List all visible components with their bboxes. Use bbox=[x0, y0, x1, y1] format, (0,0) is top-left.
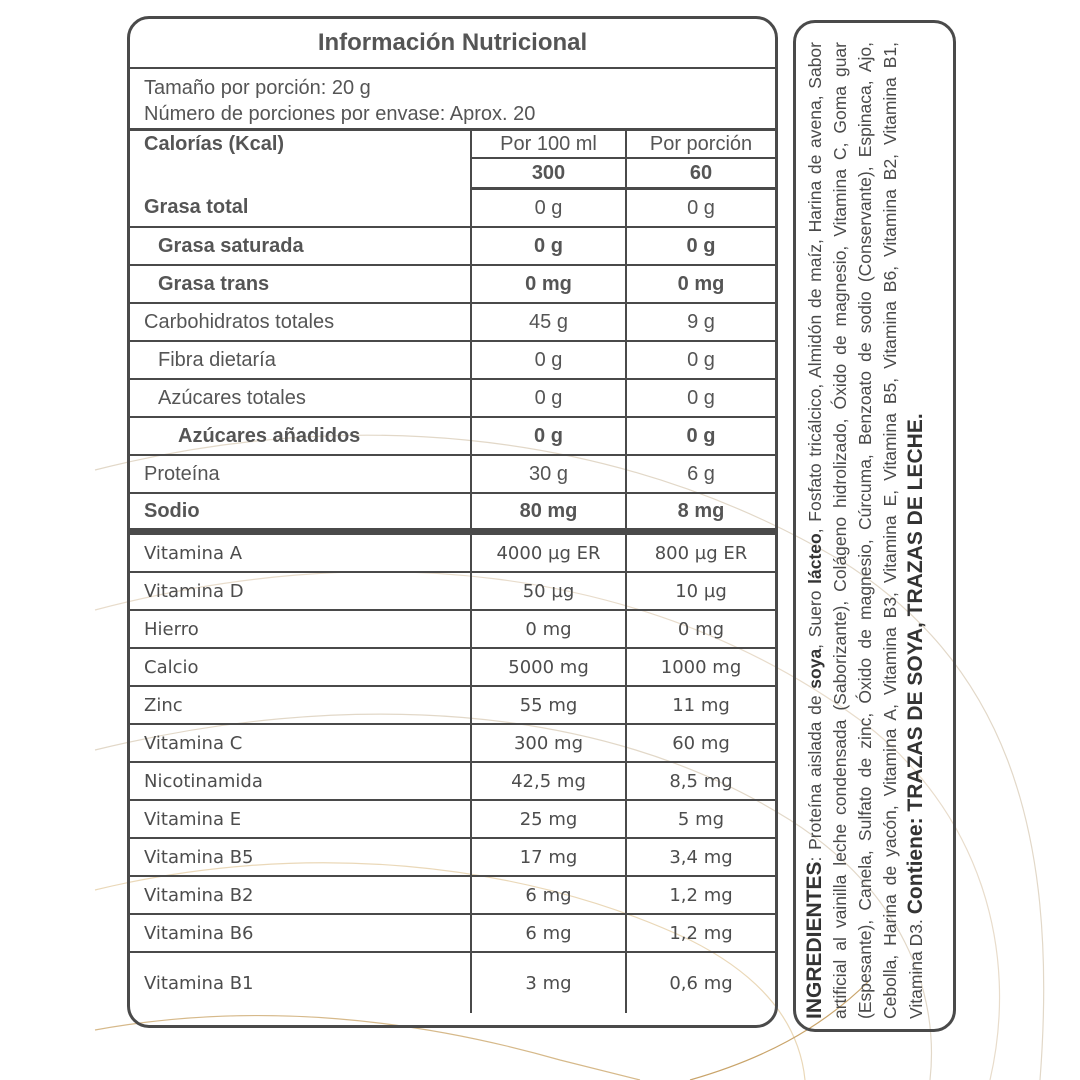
vitamin-row bbox=[130, 952, 775, 1013]
calories-header-row bbox=[130, 131, 775, 158]
nutrient-row bbox=[130, 493, 775, 532]
vitamin-row bbox=[130, 532, 775, 573]
nutrient-per-portion: 0 g bbox=[626, 379, 775, 417]
ingredients-text: INGREDIENTES: Proteína aislada de soya, Suero lácteo, Fosfato tricálcico, Almidón de maíz, Harina de avena, Sabor artificial al vainilla leche condensada (Saborizante), Colágeno hidrolizado, Óxido de magnesio, Vitamina C, Goma guar (Espesante), Canela, Sulfato de zinc, Óxido de magnesio, Cúrcuma, Benzoato de sodio (Conservante), Espinaca, Ajo, Cebolla, Harina de yacón, Vitamina A, Vitamina B3, Vitamina E, Vitamina B5, Vitamina B6, Vitamina B2, Vitamina B1, Vitamina D3. Contiene: TRAZAS DE SOYA, TRAZAS DE LECHE. bbox=[803, 42, 927, 1019]
vitamin-name: Hierro bbox=[130, 610, 471, 648]
nutrient-name: Sodio bbox=[130, 493, 471, 532]
nutrient-row bbox=[130, 265, 775, 303]
vitamin-name: Vitamina D bbox=[130, 572, 471, 610]
vitamin-name: Vitamina B2 bbox=[130, 876, 471, 914]
vitamin-per-portion: 3,4 mg bbox=[626, 838, 775, 876]
nutrient-name: Azúcares totales bbox=[130, 379, 471, 417]
nutrient-per-100: 0 g bbox=[471, 417, 626, 455]
nutrient-per-portion: 0 g bbox=[626, 189, 775, 228]
vitamin-name: Vitamina B5 bbox=[130, 838, 471, 876]
nutrient-row bbox=[130, 417, 775, 455]
vitamin-per-100: 6 mg bbox=[471, 914, 626, 952]
vitamin-per-100: 0 mg bbox=[471, 610, 626, 648]
vitamin-name: Vitamina E bbox=[130, 800, 471, 838]
vitamin-per-100: 300 mg bbox=[471, 724, 626, 762]
nutrient-per-portion: 6 g bbox=[626, 455, 775, 493]
vitamin-row bbox=[130, 762, 775, 800]
vitamin-per-portion: 60 mg bbox=[626, 724, 775, 762]
nutrient-row bbox=[130, 227, 775, 265]
vitamin-per-100: 50 µg bbox=[471, 572, 626, 610]
vitamin-row bbox=[130, 800, 775, 838]
col-per-100-header: Por 100 ml bbox=[471, 131, 626, 158]
allergen-contains: Contiene: TRAZAS DE SOYA, TRAZAS DE LECHE. bbox=[904, 413, 927, 915]
vitamin-per-100: 5000 mg bbox=[471, 648, 626, 686]
vitamin-per-portion: 0,6 mg bbox=[626, 952, 775, 1013]
calories-per-portion: 60 bbox=[626, 158, 775, 189]
nutrient-name: Fibra dietaría bbox=[130, 341, 471, 379]
vitamin-per-100: 42,5 mg bbox=[471, 762, 626, 800]
serving-info bbox=[130, 69, 775, 131]
vitamin-row bbox=[130, 572, 775, 610]
nutrient-per-portion: 0 g bbox=[626, 227, 775, 265]
allergen-soya: soya bbox=[805, 648, 825, 689]
calories-value-row bbox=[130, 158, 775, 189]
vitamin-per-portion: 0 mg bbox=[626, 610, 775, 648]
col-per-portion-header: Por porción bbox=[626, 131, 775, 158]
nutrition-table bbox=[130, 131, 775, 1013]
nutrient-per-portion: 0 g bbox=[626, 341, 775, 379]
vitamin-row bbox=[130, 724, 775, 762]
vitamin-name: Calcio bbox=[130, 648, 471, 686]
vitamin-row bbox=[130, 648, 775, 686]
nutrient-name: Carbohidratos totales bbox=[130, 303, 471, 341]
vitamin-per-100: 3 mg bbox=[471, 952, 626, 1013]
vitamin-per-portion: 8,5 mg bbox=[626, 762, 775, 800]
nutrient-per-portion: 0 g bbox=[626, 417, 775, 455]
vitamin-name: Vitamina B6 bbox=[130, 914, 471, 952]
nutrient-name: Proteína bbox=[130, 455, 471, 493]
nutrient-row bbox=[130, 379, 775, 417]
vitamin-name: Zinc bbox=[130, 686, 471, 724]
panel-title: Información Nutricional bbox=[130, 19, 775, 69]
calories-per-100: 300 bbox=[471, 158, 626, 189]
vitamin-per-portion: 800 µg ER bbox=[626, 532, 775, 573]
vitamin-row bbox=[130, 914, 775, 952]
vitamin-row bbox=[130, 876, 775, 914]
serving-size: Tamaño por porción: 20 g bbox=[144, 77, 371, 99]
vitamin-per-portion: 1,2 mg bbox=[626, 914, 775, 952]
nutrient-name: Grasa total bbox=[130, 189, 471, 228]
nutrient-row bbox=[130, 189, 775, 228]
servings-per-container: Número de porciones por envase: Aprox. 20 bbox=[144, 103, 536, 125]
vitamin-name: Vitamina A bbox=[130, 532, 471, 573]
nutrient-per-100: 45 g bbox=[471, 303, 626, 341]
nutrient-per-portion: 9 g bbox=[626, 303, 775, 341]
nutrient-per-100: 0 mg bbox=[471, 265, 626, 303]
nutrient-row bbox=[130, 455, 775, 493]
ingredients-panel bbox=[793, 20, 956, 1032]
nutrient-name: Grasa saturada bbox=[130, 227, 471, 265]
vitamin-per-100: 55 mg bbox=[471, 686, 626, 724]
nutrient-per-portion: 8 mg bbox=[626, 493, 775, 532]
vitamin-per-100: 4000 µg ER bbox=[471, 532, 626, 573]
calories-label: Calorías (Kcal) bbox=[144, 133, 285, 155]
nutrient-per-100: 0 g bbox=[471, 227, 626, 265]
nutrient-name: Grasa trans bbox=[130, 265, 471, 303]
vitamin-per-portion: 11 mg bbox=[626, 686, 775, 724]
vitamin-per-100: 25 mg bbox=[471, 800, 626, 838]
vitamin-per-portion: 5 mg bbox=[626, 800, 775, 838]
vitamin-name: Vitamina B1 bbox=[144, 972, 254, 994]
ingredients-label: INGREDIENTES bbox=[803, 861, 826, 1019]
vitamin-row bbox=[130, 686, 775, 724]
vitamin-per-portion: 1,2 mg bbox=[626, 876, 775, 914]
nutrient-per-100: 0 g bbox=[471, 341, 626, 379]
vitamin-name: Nicotinamida bbox=[130, 762, 471, 800]
nutrient-per-100: 80 mg bbox=[471, 493, 626, 532]
vitamin-row bbox=[130, 838, 775, 876]
nutrient-row bbox=[130, 341, 775, 379]
vitamin-per-portion: 10 µg bbox=[626, 572, 775, 610]
vitamin-name: Vitamina C bbox=[130, 724, 471, 762]
vitamin-row bbox=[130, 610, 775, 648]
vitamin-per-100: 17 mg bbox=[471, 838, 626, 876]
nutrient-name: Azúcares añadidos bbox=[130, 417, 471, 455]
vitamin-per-portion: 1000 mg bbox=[626, 648, 775, 686]
nutrient-per-100: 0 g bbox=[471, 379, 626, 417]
nutrient-per-100: 0 g bbox=[471, 189, 626, 228]
nutrient-row bbox=[130, 303, 775, 341]
nutrition-facts-panel bbox=[127, 16, 778, 1028]
vitamin-per-100: 6 mg bbox=[471, 876, 626, 914]
allergen-lacteo: lácteo bbox=[805, 533, 825, 584]
nutrient-per-portion: 0 mg bbox=[626, 265, 775, 303]
nutrient-per-100: 30 g bbox=[471, 455, 626, 493]
